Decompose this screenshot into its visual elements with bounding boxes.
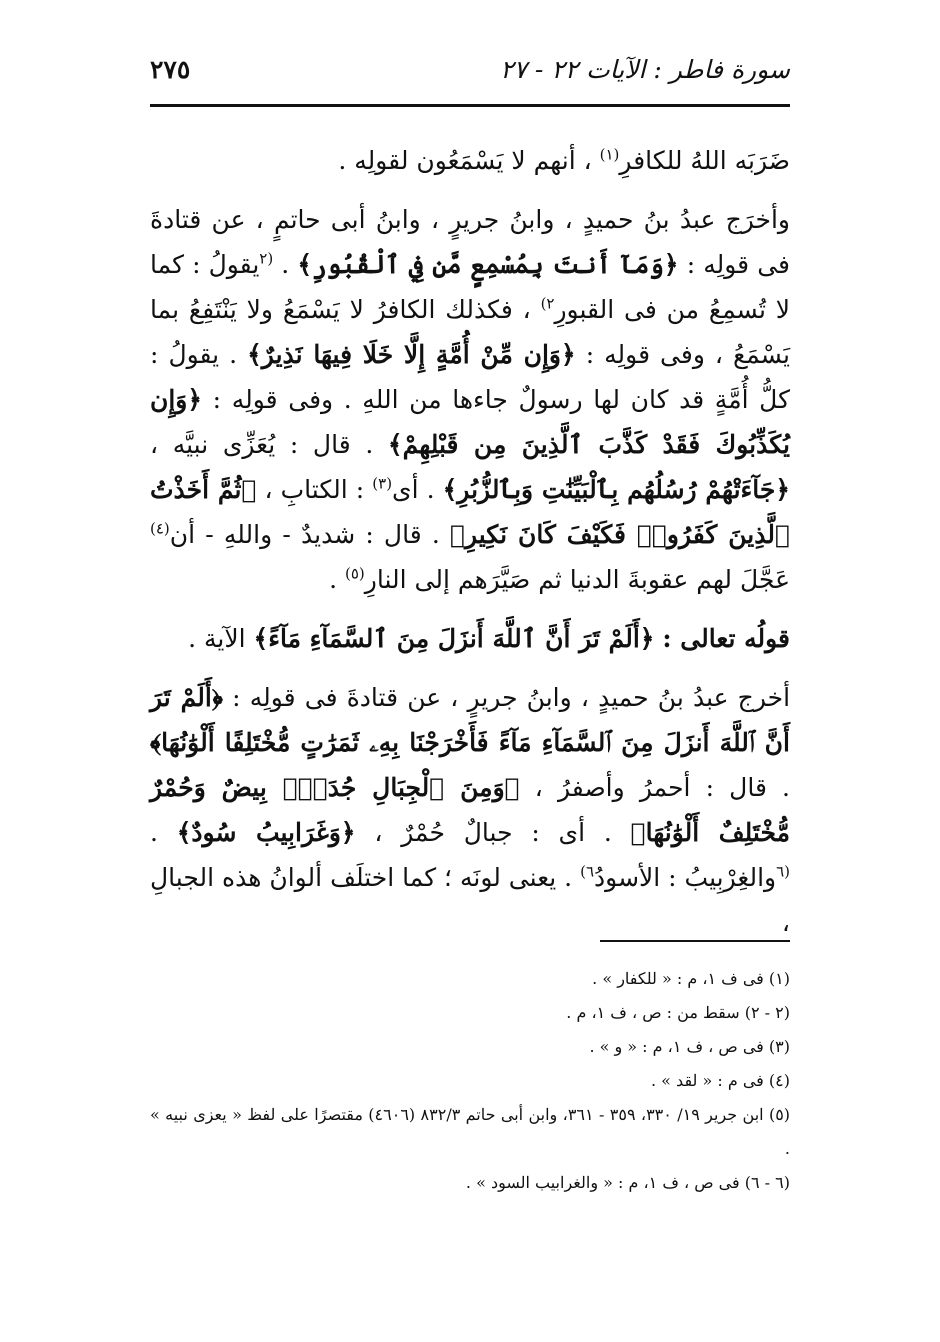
footnote-ref: (٥) [344,564,365,583]
text-segment: ، فكذلك الكافرُ لا يَسْمَعُ ولا يَنْتَفِعُ بما يَسْمَعُ ، وفى قولِه : [150,295,791,369]
footnote-item: (١) فى ف ١، م : « للكفار » . [592,969,790,988]
text-segment: . يقولُ : كلُّ أُمَّةٍ قد كان لها رسولٌ جاءها من اللهِ . وفى قولِه : [150,340,791,414]
verse-heading-label: قولُه تعالى : [662,624,790,653]
text-segment: . [329,565,338,594]
text-segment: الآية . [188,624,246,653]
footnote-item: (٦ - ٦) فى ص ، ف ١، م : « والغرابيب السود » . [465,1173,790,1192]
quran-verse: ﴿أَلَمْ تَرَ أَنَّ ٱللَّهَ أَنزَلَ مِنَ ٱلسَّمَآءِ مَآءً فَأَخْرَجْنَا بِهِۦ ثَمَرَٰتٍ مُّخْتَلِفًا أَلْوَٰنُهَا﴾ [150,683,790,757]
paragraph-4 [150,675,790,945]
text-segment: . [150,818,158,847]
header-rule [150,104,790,107]
footnote-item: (٣) فى ص ، ف ١، م : « و » . [589,1037,790,1056]
text-segment: وأخرَج عبدُ بنُ حميدٍ ، وابنُ جريرٍ ، وابنُ أبى حاتمٍ ، عن قتادةَ فى قولِه : [150,205,790,279]
text-segment: عَجَّلَ لهم عقوبةَ الدنيا ثم صَيَّرَهم إلى النارِ [364,565,790,594]
footnote-item: (٢ - ٢) سقط من : ص ، ف ١، م . [566,1003,790,1022]
paragraph-1 [150,138,790,183]
text-segment: . قال : يُعَزِّى نبيَّه ، [150,430,374,459]
text-segment: ضَرَبَه اللهُ للكافرِ [619,146,790,175]
text-segment: ، أنهم لا يَسْمَعُون لقولِه . [338,146,592,175]
quran-verse: ﴿وَإِن مِّنْ أُمَّةٍ إِلَّا خَلَا فِيهَا نَذِيرٌ﴾ [247,340,576,369]
footnote-ref: (١) [599,145,620,164]
footnote-ref: (٦ [776,862,791,881]
footnote-ref: ٦) [580,862,595,881]
running-title: سورة فاطر : الآيات ٢٢ - ٢٧ [500,55,790,84]
main-text [150,138,790,945]
text-segment: . قال : أحمرُ وأصفرُ ، [534,773,790,802]
quran-verse: ﴿وَغَرَابِيبُ سُودٌ﴾ [176,818,356,847]
text-segment: والغِرْبِيبُ : الأسودُ [594,863,777,892]
footnote-ref: (٤) [150,519,170,538]
footnote-item: (٥) ابن جرير ١٩/ ٣٣٠، ٣٥٩ - ٣٦١، وابن أبى حاتم ٨٣٢/٣ (٤٦٠٦) مقتصرًا على لفظ « يعزى نبيه » . [150,1105,791,1158]
text-segment: . [273,250,290,279]
text-segment: : الكتابِ ، [264,475,365,504]
footnote-ref: (٢ [259,249,274,268]
text-segment: . يعنى لونَه ؛ كما اختلَف ألوانُ هذه الجبالِ ، [150,863,790,937]
paragraph-2 [150,197,790,602]
text-segment: . أى [392,475,435,504]
quran-verse: ﴿وَمَآ أَنتَ بِمُسْمِعٍ مَّن فِي ٱلْقُبُورِ﴾ [297,250,679,279]
footnote-rule [600,940,790,942]
quran-verse: ﴿وَمِنَ ٱلْجِبَالِ جُدَدٌۢ بِيضٌ وَحُمْرٌ مُّخْتَلِفٌ أَلْوَٰنُهَا﴾ [150,773,791,847]
text-segment: يقولُ : كما لا تُسمِعُ من فى القبورِ [150,250,790,324]
page-number: ٢٧٥ [150,55,191,84]
footnote-ref: ٢) [540,294,555,313]
text-segment: أخرج عبدُ بنُ حميدٍ ، وابنُ جريرٍ ، عن قتادةَ فى قولِه : [232,683,791,712]
text-segment: . أى : جبالٌ حُمْرٌ ، [374,818,612,847]
paragraph-3 [150,616,790,661]
footnotes [150,962,790,1200]
footnote-item: (٤) فى م : « لقد » . [651,1071,790,1090]
quran-verse: ﴿وَإِن يُكَذِّبُوكَ فَقَدْ كَذَّبَ ٱلَّذِينَ مِن قَبْلِهِمْ﴾ [150,385,790,459]
page-header [150,55,790,95]
quran-verse: ﴿ثُمَّ أَخَذْتُ ٱلَّذِينَ كَفَرُوا۟ فَكَيْفَ كَانَ نَكِيرِ﴾ [150,475,790,549]
footnote-ref: (٣) [372,474,393,493]
text-segment: . قال : شديدٌ - واللهِ - أن [169,520,440,549]
quran-verse: ﴿أَلَمْ تَرَ أَنَّ ٱللَّهَ أَنزَلَ مِنَ ٱلسَّمَآءِ مَآءً﴾ [253,624,655,653]
quran-verse: ﴿جَآءَتْهُمْ رُسُلُهُم بِٱلْبَيِّنَٰتِ وَبِٱلزُّبُرِ﴾ [442,475,790,504]
